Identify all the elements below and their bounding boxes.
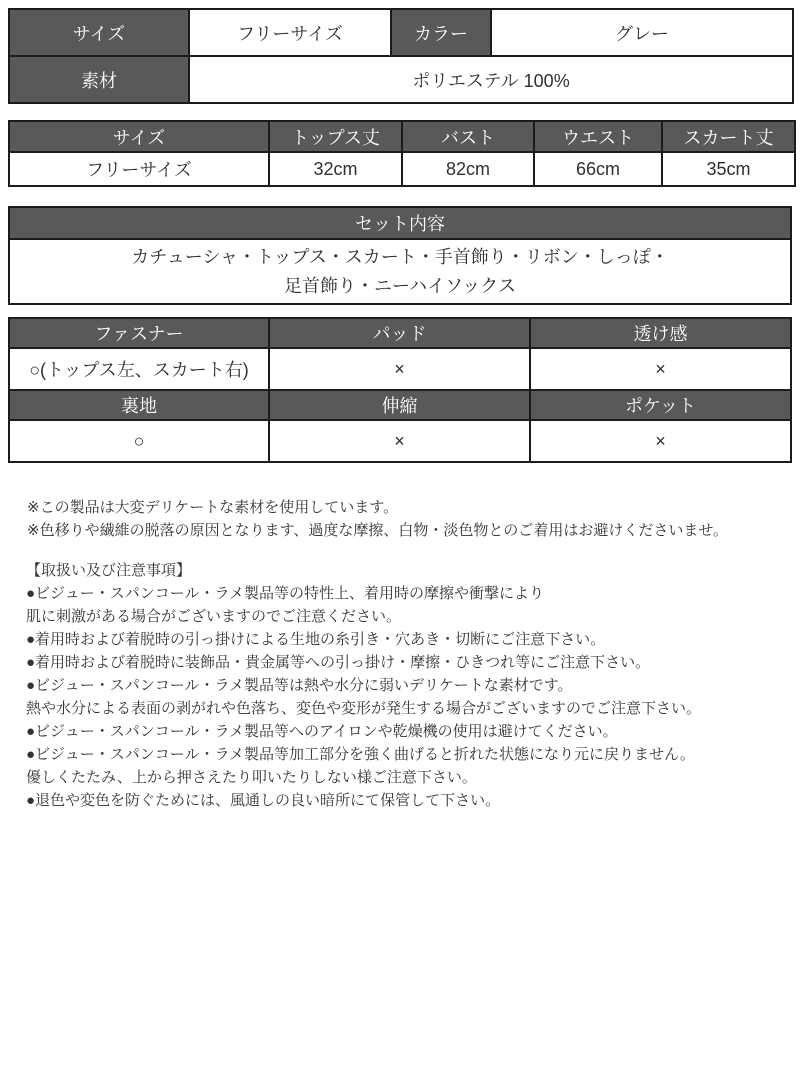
color-value-cell: グレー	[491, 9, 793, 56]
features-table	[8, 317, 792, 463]
handling-note-line: 熱や水分による表面の剥がれや色落ち、変色や変形が発生する場合がございますのでご注意下さい。	[26, 700, 702, 717]
feature-header: 透け感	[530, 318, 791, 348]
set-contents-body-row	[9, 239, 791, 304]
size-chart-header: スカート丈	[662, 121, 795, 152]
attributes-row-1	[9, 9, 793, 56]
care-notes	[27, 496, 800, 542]
feature-header: パッド	[269, 318, 530, 348]
set-contents-body	[9, 239, 791, 304]
features-data-row-1	[9, 348, 791, 390]
handling-note-line: 肌に刺激がある場合がございますのでご注意ください。	[26, 608, 402, 625]
set-contents-title: セット内容	[9, 207, 791, 239]
attributes-row-2	[9, 56, 793, 103]
feature-value: ○(トップス左、スカート右)	[9, 348, 269, 390]
feature-value: ×	[269, 420, 530, 462]
size-chart-header: トップス丈	[269, 121, 402, 152]
feature-header: ポケット	[530, 390, 791, 420]
feature-value: ×	[530, 348, 791, 390]
handling-note-line: ●ビジュー・スパンコール・ラメ製品等は熱や水分に弱いデリケートな素材です。	[26, 677, 573, 694]
handling-note-line: ●ビジュー・スパンコール・ラメ製品等へのアイロンや乾燥機の使用は避けてください。	[26, 723, 618, 740]
material-value-cell: ポリエステル 100%	[189, 56, 793, 103]
features-data-row-2	[9, 420, 791, 462]
size-label-cell: サイズ	[9, 9, 189, 56]
set-contents-line: カチューシャ・トップス・スカート・手首飾り・リボン・しっぽ・	[131, 246, 669, 267]
handling-note-line: ●ビジュー・スパンコール・ラメ製品等加工部分を強く曲げると折れた状態になり元に戻りません。	[26, 746, 695, 763]
size-chart-header: バスト	[402, 121, 534, 152]
feature-value: ○	[9, 420, 269, 462]
size-chart-cell: 66cm	[534, 152, 662, 186]
feature-value: ×	[530, 420, 791, 462]
features-header-row-1	[9, 318, 791, 348]
handling-note-line: ●ビジュー・スパンコール・ラメ製品等の特性上、着用時の摩擦や衝撃により	[26, 585, 545, 602]
set-contents-table	[8, 206, 792, 305]
size-chart-header: ウエスト	[534, 121, 662, 152]
feature-value: ×	[269, 348, 530, 390]
size-chart-cell: 32cm	[269, 152, 402, 186]
handling-note-line: ●退色や変色を防ぐためには、風通しの良い暗所にて保管して下さい。	[26, 792, 501, 809]
size-value-cell: フリーサイズ	[189, 9, 391, 56]
size-chart-data-row	[9, 152, 795, 186]
product-attributes-table	[8, 8, 794, 104]
feature-header: 伸縮	[269, 390, 530, 420]
care-note-line: ※この製品は大変デリケートな素材を使用しています。	[27, 499, 399, 516]
features-header-row-2	[9, 390, 791, 420]
feature-header: ファスナー	[9, 318, 269, 348]
feature-header: 裏地	[9, 390, 269, 420]
set-contents-header-row	[9, 207, 791, 239]
handling-notes	[26, 559, 800, 812]
color-label-cell: カラー	[391, 9, 491, 56]
size-chart-cell: 35cm	[662, 152, 795, 186]
size-chart-table	[8, 120, 796, 187]
material-label-cell: 素材	[9, 56, 189, 103]
handling-notes-title: 【取扱い及び注意事項】	[26, 562, 192, 579]
size-chart-cell: 82cm	[402, 152, 534, 186]
handling-note-line: 優しくたたみ、上から押さえたり叩いたりしない様ご注意下さい。	[26, 769, 477, 786]
handling-note-line: ●着用時および着脱時の引っ掛けによる生地の糸引き・穴あき・切断にご注意下さい。	[26, 631, 606, 648]
size-chart-header-row	[9, 121, 795, 152]
size-chart-cell: フリーサイズ	[9, 152, 269, 186]
size-chart-header: サイズ	[9, 121, 269, 152]
set-contents-line: 足首飾り・ニーハイソックス	[283, 275, 517, 296]
care-note-line: ※色移りや繊維の脱落の原因となります、過度な摩擦、白物・淡色物とのご着用はお避けくださいませ。	[27, 522, 728, 539]
handling-note-line: ●着用時および着脱時に装飾品・貴金属等への引っ掛け・摩擦・ひきつれ等にご注意下さい。	[26, 654, 651, 671]
